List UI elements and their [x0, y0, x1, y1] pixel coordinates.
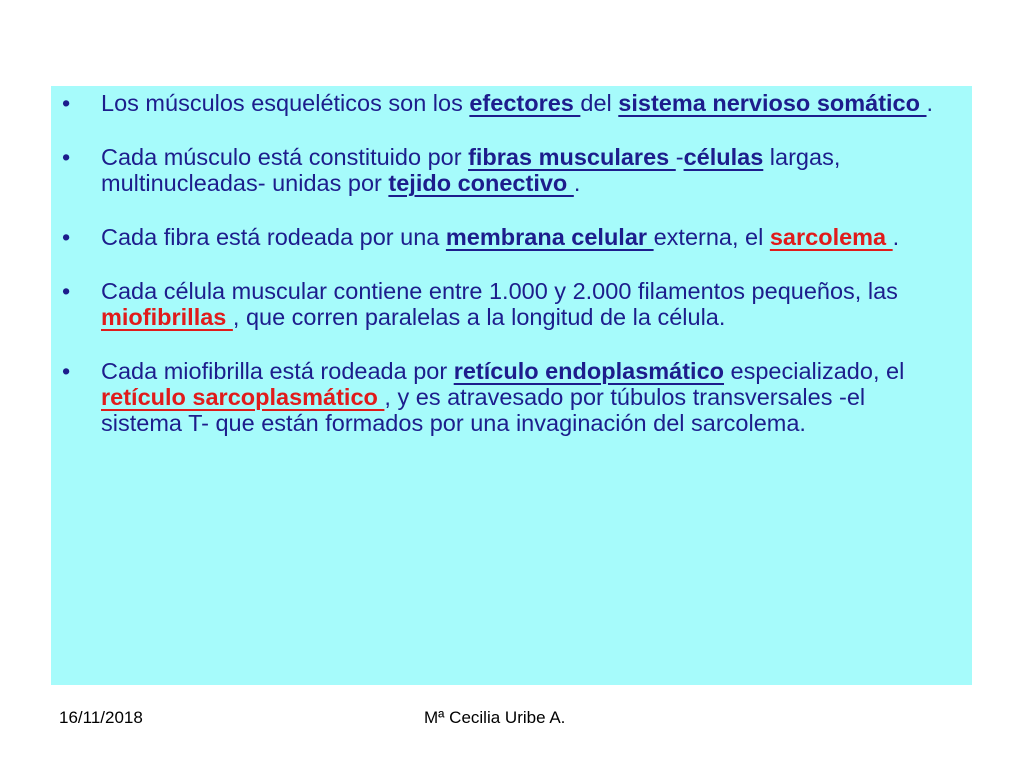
bullet-item — [51, 278, 951, 330]
text-segment: externa, el — [653, 224, 770, 250]
text-segment: Los músculos esqueléticos son los — [101, 90, 470, 116]
keyword-reticulo-endoplasmatico[interactable]: retículo endoplasmático — [453, 358, 725, 384]
content-panel — [51, 86, 972, 685]
bullet-dot: • — [62, 224, 71, 250]
text-segment: , y es atravesado por túbulos transversales -el sistema T- que están formados por una invaginación del sarcolema. — [101, 384, 866, 436]
bullet-item — [51, 358, 951, 436]
bullet-dot: • — [62, 358, 71, 384]
bullet-dot: • — [62, 278, 71, 304]
text-segment: Cada fibra está rodeada por una — [101, 224, 446, 250]
bullet-item — [51, 90, 951, 116]
footer-date: 16/11/2018 — [59, 708, 143, 727]
text-segment: Cada célula muscular contiene entre 1.000 y 2.000 filamentos pequeños, las — [101, 278, 898, 304]
text-segment: . — [926, 90, 934, 116]
text-segment: Cada músculo está constituido por — [101, 144, 469, 170]
text-segment: . — [573, 170, 581, 196]
bullet-item — [51, 224, 951, 250]
keyword-miofibrillas[interactable]: miofibrillas — [101, 304, 233, 330]
bullet-list — [51, 90, 951, 464]
text-segment: . — [892, 224, 900, 250]
bullet-dot: • — [62, 90, 71, 116]
bullet-dot: • — [62, 144, 71, 170]
keyword-sistema-nervioso-somatico[interactable]: sistema nervioso somático — [618, 90, 927, 116]
text-segment: largas, multinucleadas- unidas por — [101, 144, 841, 196]
keyword-sarcolema[interactable]: sarcolema — [769, 224, 893, 250]
text-segment: especializado, el — [724, 358, 905, 384]
keyword-fibras-musculares[interactable]: fibras musculares — [468, 144, 676, 170]
footer-author: Mª Cecilia Uribe A. — [424, 708, 566, 727]
keyword-celulas[interactable]: células — [683, 144, 764, 170]
text-segment: del — [580, 90, 619, 116]
bullet-item — [51, 144, 951, 196]
keyword-tejido-conectivo[interactable]: tejido conectivo — [388, 170, 574, 196]
keyword-efectores[interactable]: efectores — [469, 90, 581, 116]
text-segment: , que corren paralelas a la longitud de la célula. — [232, 304, 726, 330]
text-segment: Cada miofibrilla está rodeada por — [101, 358, 454, 384]
text-segment: - — [675, 144, 684, 170]
keyword-membrana-celular[interactable]: membrana celular — [445, 224, 654, 250]
keyword-reticulo-sarcoplasmatico[interactable]: retículo sarcoplasmático — [101, 384, 385, 410]
